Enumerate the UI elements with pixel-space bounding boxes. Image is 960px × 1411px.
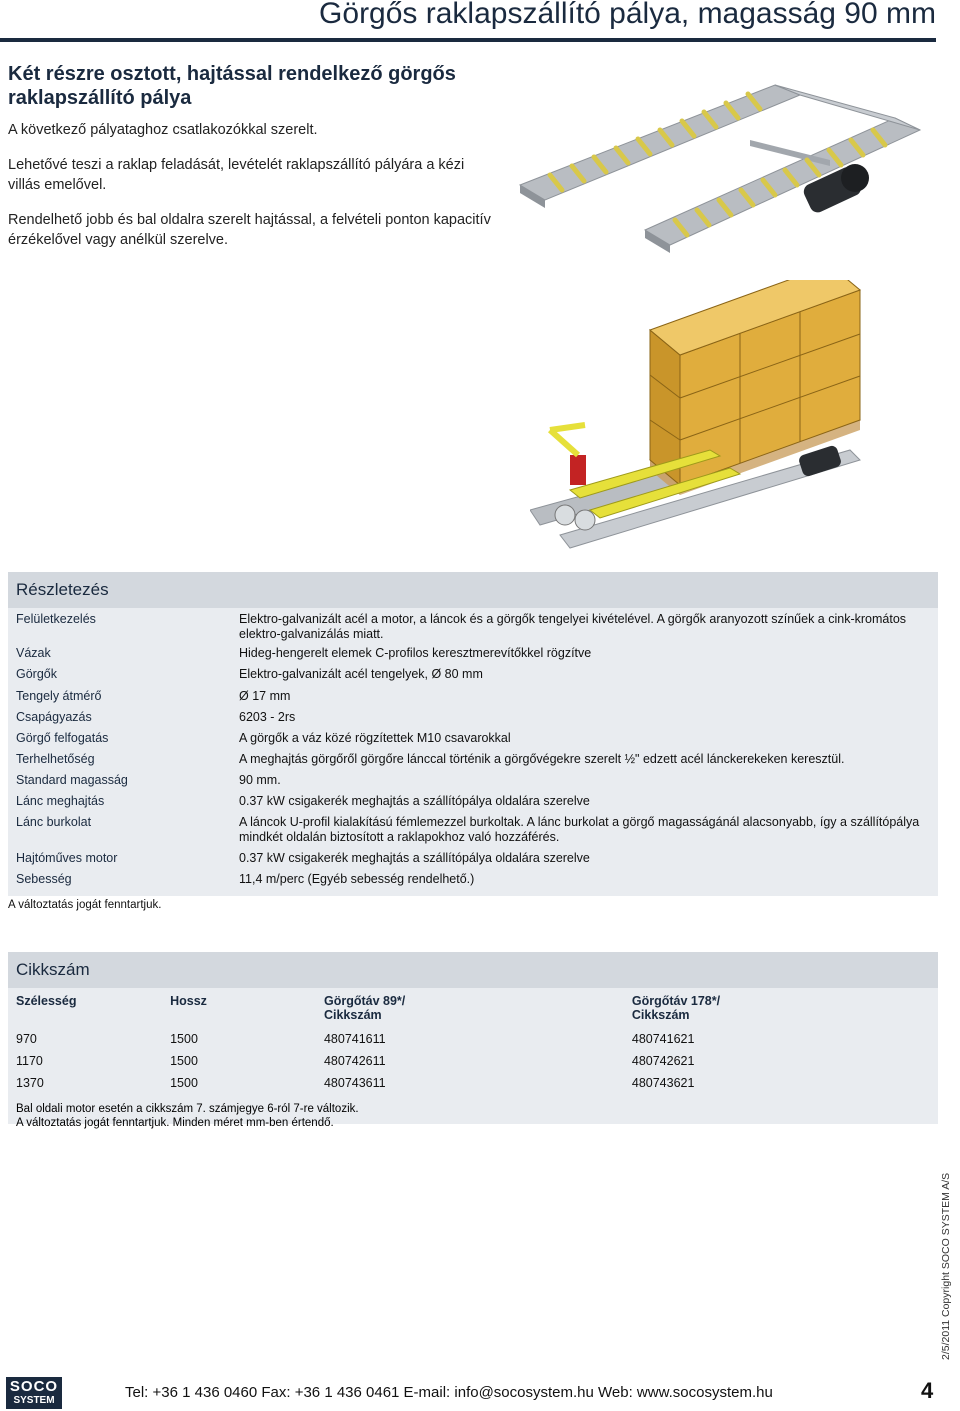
table-cell: 1370 <box>16 1076 44 1090</box>
spec-value: Elektro-galvanizált acél tengelyek, Ø 80 mm <box>239 667 483 681</box>
column-header-text: Görgőtáv 89*/ Cikkszám <box>323 994 406 1022</box>
codes-note: Bal oldali motor esetén a cikkszám 7. számjegye 6-ról 7-re változik. <box>16 1103 359 1115</box>
codes-note: A változtatás jogát fenntartjuk. Minden méret mm-ben értendő. <box>16 1117 334 1129</box>
intro <box>8 62 498 267</box>
intro-paragraph: Lehetővé teszi a raklap feladását, levételét raklapszállító pályára a kézi villás emelővel. <box>8 157 465 193</box>
table-cell: 480741621 <box>631 1032 695 1046</box>
table-cell: 480741611 <box>323 1032 386 1046</box>
intro-paragraph: Rendelhető jobb és bal oldalra szerelt hajtással, a felvételi ponton kapacitív érzékelővel vagy anélkül szerelve. <box>8 212 491 249</box>
spec-label: Vázak <box>16 646 51 660</box>
table-header-row <box>16 988 930 1028</box>
table-cell: 480743621 <box>631 1076 695 1090</box>
column-header <box>632 988 930 1028</box>
spec-value: 90 mm. <box>239 773 281 787</box>
table-cell: 480742611 <box>323 1054 386 1068</box>
details-note: A változtatás jogát fenntartjuk. <box>8 899 162 911</box>
table-cell: 1500 <box>170 1076 198 1090</box>
spec-label: Felületkezelés <box>16 612 96 626</box>
codes-section <box>8 952 938 1129</box>
spec-label: Sebesség <box>16 872 72 886</box>
spec-label: Lánc burkolat <box>16 815 92 829</box>
spec-value: 0.37 kW csigakerék meghajtás a szállítópálya oldalára szerelve <box>239 794 590 808</box>
codes-notes <box>8 1094 938 1138</box>
codes-table <box>16 988 930 1094</box>
details-title: Részletezés <box>8 572 938 608</box>
copyright-text: 2/5/2011 Copyright SOCO SYSTEM A/S <box>940 1172 952 1360</box>
spec-value: A láncok U-profil kialakítású fémlemezzel burkoltak. A lánc burkolat a görgő magasságánál alacsonyabb, így a szállítópálya mindkét oldalán biztosított a raklapokhoz való hozzáférés. <box>239 815 920 844</box>
spec-label: Terhelhetőség <box>16 752 95 766</box>
spec-value: Ø 17 mm <box>239 689 291 703</box>
spec-label: Görgők <box>16 667 57 681</box>
page-number: 4 <box>921 1378 934 1403</box>
spec-label: Csapágyazás <box>16 710 92 724</box>
table-row <box>16 1072 930 1094</box>
spec-label: Görgő felfogatás <box>16 731 109 745</box>
table-cell: 480742621 <box>631 1054 695 1068</box>
logo-text-top: SOCO <box>9 1378 59 1395</box>
column-header: Szélesség <box>16 994 77 1008</box>
column-header <box>324 988 632 1028</box>
codes-title: Cikkszám <box>8 952 938 988</box>
conveyor-illustration <box>500 60 945 260</box>
spec-value: 0.37 kW csigakerék meghajtás a szállítópálya oldalára szerelve <box>239 851 590 865</box>
pallet-illustration <box>530 280 900 550</box>
table-cell: 1500 <box>170 1032 198 1046</box>
spec-label: Standard magasság <box>16 773 128 787</box>
table-cell: 1500 <box>170 1054 198 1068</box>
table-cell: 480743611 <box>323 1076 386 1090</box>
spec-value: Elektro-galvanizált acél a motor, a láncok és a görgők tengelyei kivételével. A görgők aranyozott színűek a cink-kromátos elektro-galvanizálás miatt. <box>239 612 907 641</box>
spec-value: Hideg-hengerelt elemek C-profilos keresztmerevítőkkel rögzítve <box>239 646 592 660</box>
title-divider <box>0 38 936 42</box>
spec-value: 6203 - 2rs <box>239 710 296 724</box>
table-cell: 1170 <box>16 1054 43 1068</box>
contact-info: Tel: +36 1 436 0460 Fax: +36 1 436 0461 E-mail: info@socosystem.hu Web: www.socosystem.hu <box>125 1384 773 1401</box>
company-logo <box>6 1377 62 1409</box>
column-header: Hossz <box>170 994 207 1008</box>
table-row <box>16 1028 930 1050</box>
column-header-text: Görgőtáv 178*/ Cikkszám <box>631 994 721 1022</box>
intro-heading: Két részre osztott, hajtással rendelkező görgős raklapszállító pálya <box>8 63 456 110</box>
intro-paragraph: A következő pályataghoz csatlakozókkal szerelt. <box>8 121 318 138</box>
spec-value: 11,4 m/perc (Egyéb sebesség rendelhető.) <box>239 872 475 886</box>
page-title: Görgős raklapszállító pálya, magasság 90 mm <box>319 0 936 30</box>
details-section <box>8 572 938 896</box>
logo-text-bottom: SYSTEM <box>13 1395 55 1406</box>
spec-value: A meghajtás görgőről görgőre lánccal történik a görgővégekre szerelt ½" edzett acél lánckerekeken keresztül. <box>239 752 845 766</box>
table-cell: 970 <box>16 1032 37 1046</box>
spec-label: Tengely átmérő <box>16 689 102 703</box>
table-row <box>16 1050 930 1072</box>
spec-label: Lánc meghajtás <box>16 794 105 808</box>
spec-value: A görgők a váz közé rögzítettek M10 csavarokkal <box>239 731 511 745</box>
spec-label: Hajtóműves motor <box>16 851 118 865</box>
